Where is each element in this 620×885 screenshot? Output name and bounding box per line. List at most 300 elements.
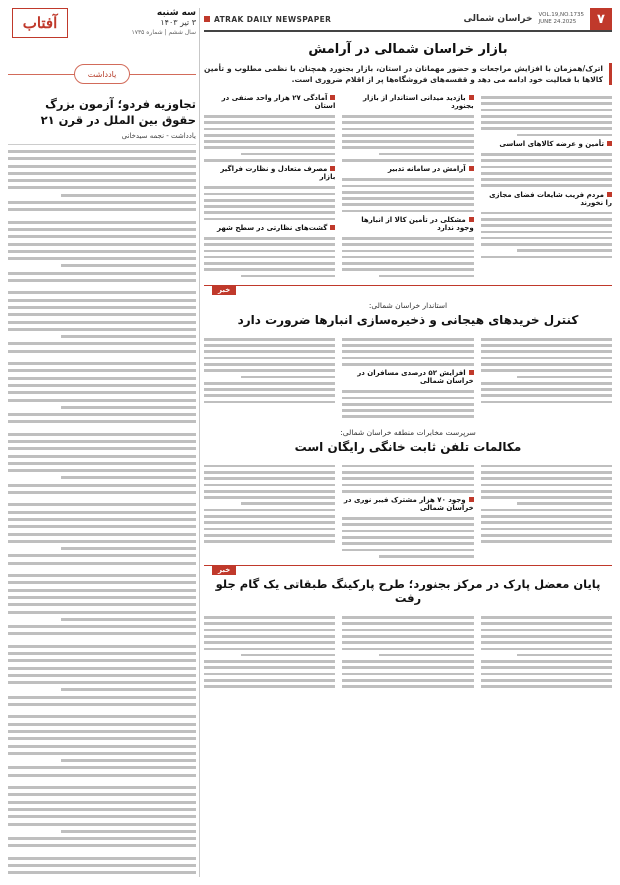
text-line [8,793,196,796]
text-line [8,667,196,670]
text-line [342,344,473,347]
text-line [8,815,196,818]
text-line [204,648,335,651]
body-text [204,338,335,404]
body-text [481,212,612,259]
text-line [204,121,335,124]
story3-col [342,460,473,561]
text-line [379,555,474,558]
story1-subhead [481,140,612,148]
text-line [481,388,612,391]
subhead-text: آمادگی ۲۷ هزار واحد صنفی در استان [221,94,336,110]
text-line [481,660,612,663]
text-line [342,115,473,118]
text-line [204,635,335,638]
text-line [342,679,473,682]
text-line [342,350,473,353]
story1-subhead [342,216,473,232]
news-tag: خبر [212,565,236,575]
text-line [342,616,473,619]
text-line [204,382,335,385]
text-line [8,837,196,840]
story4-col [481,611,612,691]
text-line [8,440,196,443]
text-line [8,350,196,353]
opinion-author: یادداشت - نجمه سیدخانی [8,132,196,145]
text-line [481,382,612,385]
subhead-text: مصرف متعادل و نظارت فراگیر بازار [220,165,336,182]
text-line [342,685,473,688]
text-line [204,528,335,531]
text-line [8,172,196,175]
story1-headline: بازار خراسان شمالی در آرامش [308,42,508,57]
text-line [204,243,335,246]
text-line [379,275,474,278]
text-line [241,502,336,505]
text-line [8,581,196,584]
text-line [8,342,196,345]
story3-subhead [342,496,473,512]
text-line [8,313,196,316]
body-text [342,178,473,212]
text-line [61,830,196,833]
text-line [204,477,335,480]
text-line [204,465,335,468]
text-line [8,469,196,472]
story3-headline: مکالمات تلفن ثابت خانگی رایگان است [294,439,522,454]
subhead-text: بازدید میدانی استاندار از بازار بجنورد [363,94,474,110]
text-line [8,484,196,487]
newspaper-logo [12,8,68,38]
text-line [8,857,196,860]
issue-date-line: JUNE 24.2025 [538,19,577,25]
text-line [342,484,473,487]
text-line [481,231,612,234]
story1-subhead [342,165,473,173]
text-line [8,306,196,309]
text-line [8,321,196,324]
text-line [342,159,473,162]
text-line [342,363,473,366]
text-line [204,159,335,162]
story1-subhead [204,165,335,181]
news-tag-bar [204,565,612,575]
body-text [204,616,335,688]
text-line [342,338,473,341]
text-line [481,534,612,537]
text-line [204,350,335,353]
text-line [481,127,612,130]
bullet-icon [330,95,335,100]
bullet-icon [607,141,612,146]
story2-col [204,333,335,422]
story2-kicker: استاندار خراسان شمالی: [368,300,448,310]
text-line [342,262,473,265]
story2-subhead [342,369,473,385]
text-line [342,203,473,206]
story3-kicker: سرپرست مخابرات منطقه خراسان شمالی: [340,427,476,437]
text-line [8,562,196,565]
text-line [204,146,335,149]
text-line [204,471,335,474]
story1-lead: اترک/همزمان با افزایش مراجعات و حضور مهمانان در استان، بازار بجنورد همچنان با نظمی مطلوب و تأمین کالاها با فعالیت خود ادامه می دهد و قفسه‌های فروشگاه‌ها پر از اقلام ضروری است. [204,63,612,85]
text-line [481,212,612,215]
text-line [8,235,196,238]
text-line [342,490,473,493]
story1-columns [204,91,612,281]
text-line [8,447,196,450]
text-line [481,224,612,227]
text-line [204,496,335,499]
text-line [481,115,612,118]
text-line [481,369,612,372]
text-line [204,199,335,202]
red-square-icon [204,16,210,22]
story1-col-right [481,91,612,281]
text-line [8,645,196,648]
text-line [481,679,612,682]
subhead-text: مشکلی در تأمین کالا از انبارها وجود ندارد [361,215,474,232]
text-line [342,542,473,545]
date-block [132,8,197,38]
text-line [481,465,612,468]
text-line [8,625,196,628]
text-line [8,503,196,506]
text-line [8,243,196,246]
text-line [8,730,196,733]
text-line [61,547,196,550]
text-line [8,808,196,811]
text-line [8,681,196,684]
text-line [481,648,612,651]
text-line [204,186,335,189]
text-line [204,515,335,518]
text-line [342,403,473,406]
story4-col [342,611,473,691]
text-line [481,528,612,531]
text-line [204,629,335,632]
text-line [342,641,473,644]
main-content [204,8,612,877]
text-line [481,172,612,175]
text-line [8,864,196,867]
opinion-title: تجاوزیه فردو؛ آزمون بزرگ حقوق بین الملل در قرن ۲۱ [40,97,196,127]
body-text [481,465,612,543]
text-line [204,666,335,669]
text-line [8,715,196,718]
text-line [204,622,335,625]
subhead-text: گشت‌های نظارتی در سطح شهر [217,223,328,232]
text-line [8,801,196,804]
subhead-text: مردم فریب شایعات فضای مجازی را نخورند [489,190,612,207]
text-line [481,635,612,638]
story2-col [342,333,473,422]
text-line [204,211,335,214]
story1-subhead [204,224,335,232]
body-text [342,517,473,557]
text-line [8,518,196,521]
text-line [342,635,473,638]
text-line [8,596,196,599]
text-line [241,275,336,278]
text-line [481,218,612,221]
page-number: ۷ [590,8,612,30]
text-line [8,737,196,740]
text-line [8,279,196,282]
text-line [481,515,612,518]
text-line [204,388,335,391]
body-text [342,465,473,493]
text-line [342,660,473,663]
text-line [481,471,612,474]
text-line [204,521,335,524]
body-text [342,338,473,366]
text-line [342,140,473,143]
text-line [8,272,196,275]
bullet-icon [469,166,474,171]
text-line [342,648,473,651]
body-text [342,390,473,418]
text-line [342,210,473,213]
text-line [481,121,612,124]
text-line [8,745,196,748]
text-line [204,262,335,265]
text-line [8,455,196,458]
text-line [204,250,335,253]
text-line [342,409,473,412]
text-line [517,249,612,252]
text-line [204,363,335,366]
text-line [8,533,196,536]
text-line [241,376,336,379]
text-line [204,218,335,221]
bullet-icon [330,225,335,230]
text-line [8,328,196,331]
text-line [342,415,473,418]
story2-col [481,333,612,422]
subhead-text: وجود ۷۰ هزار مشترک فیبر نوری در خراسان شمالی [343,496,474,513]
opinion-badge: یادداشت [74,64,130,84]
text-line [481,685,612,688]
body-text [204,115,335,162]
body-text [204,186,335,220]
text-line [481,166,612,169]
issue-line: سال ششم | شماره ۱۷۳۵ [131,29,196,36]
text-line [8,165,196,168]
text-line [481,102,612,105]
text-line [204,128,335,131]
text-line [481,363,612,366]
text-line [8,257,196,260]
text-line [379,153,474,156]
text-line [8,871,196,874]
story1-col-left [204,91,335,281]
text-line [481,184,612,187]
story1-subhead [204,94,335,110]
text-line [8,420,196,423]
body-text [342,237,473,277]
text-line [8,291,196,294]
story3-col [481,460,612,561]
text-line [481,96,612,99]
text-line [342,237,473,240]
text-line [8,491,196,494]
text-line [481,540,612,543]
bullet-icon [607,192,612,197]
text-line [8,525,196,528]
text-line [8,723,196,726]
text-line [342,523,473,526]
text-line [241,654,336,657]
text-line [61,264,196,267]
text-line [8,652,196,655]
text-line [379,654,474,657]
text-line [8,844,196,847]
text-line [8,511,196,514]
text-line [342,673,473,676]
body-text [204,465,335,543]
text-line [8,611,196,614]
story1-subhead [342,94,473,110]
text-line [8,554,196,557]
text-line [8,589,196,592]
text-line [8,696,196,699]
text-line [342,256,473,259]
subhead-text: افزایش ۵۲ درصدی مسافران در خراسان شمالی [357,369,474,386]
paper-name: ATRAK DAILY NEWSPAPER [214,14,332,24]
text-line [61,618,196,621]
text-line [61,406,196,409]
text-line [204,338,335,341]
story3-col [204,460,335,561]
news-tag: خبر [212,285,236,295]
text-line [204,540,335,543]
text-line [204,490,335,493]
text-line [8,157,196,160]
text-line [8,766,196,769]
text-line [204,205,335,208]
logo-text: آفتاب [22,14,58,32]
text-line [342,629,473,632]
volume-info [538,12,584,26]
column-separator [199,8,200,877]
text-line [481,401,612,404]
text-line [8,228,196,231]
text-line [61,335,196,338]
text-line [342,191,473,194]
text-line [342,357,473,360]
text-line [481,490,612,493]
subhead-text: تأمین و عرضه کالاهای اساسی [499,139,604,148]
story4-columns [204,611,612,691]
text-line [481,344,612,347]
text-line [517,502,612,505]
text-line [204,140,335,143]
text-line [204,401,335,404]
text-line [204,394,335,397]
text-line [8,413,196,416]
text-line [204,484,335,487]
text-line [342,178,473,181]
text-line [481,496,612,499]
masthead [8,8,196,58]
text-line [61,759,196,762]
text-line [8,540,196,543]
text-line [342,134,473,137]
section-name: خراسان شمالی [463,14,533,24]
text-line [342,517,473,520]
text-line [8,433,196,436]
text-line [204,256,335,259]
text-line [342,536,473,539]
text-line [481,350,612,353]
bullet-icon [330,166,335,171]
text-line [481,256,612,259]
text-line [481,673,612,676]
text-line [241,153,336,156]
text-line [8,774,196,777]
body-text [481,153,612,187]
text-line [342,146,473,149]
text-line [8,384,196,387]
text-line [204,369,335,372]
text-line [481,178,612,181]
story2-headline: کنترل خریدهای هیجانی و ذخیره‌سازی انبارها ضرورت دارد [237,312,579,327]
text-line [481,357,612,360]
text-line [8,391,196,394]
text-line [8,703,196,706]
text-line [481,237,612,240]
story3-columns [204,460,612,561]
text-line [8,250,196,253]
weekday: سه شنبه [156,8,196,18]
text-line [342,185,473,188]
text-line [481,338,612,341]
volume-line: VOL.19,NO.1735 [538,12,584,18]
text-line [8,823,196,826]
text-line [342,465,473,468]
text-line [481,622,612,625]
text-line [61,194,196,197]
text-line [342,530,473,533]
text-line [204,673,335,676]
header-left [204,15,331,24]
text-line [8,462,196,465]
text-line [342,243,473,246]
text-line [481,153,612,156]
text-line [8,399,196,402]
text-line [8,377,196,380]
bullet-icon [469,95,474,100]
text-line [481,629,612,632]
text-line [8,362,196,365]
text-line [481,109,612,112]
text-line [204,534,335,537]
text-line [342,397,473,400]
text-line [342,128,473,131]
story1-subhead [481,191,612,207]
text-line [481,521,612,524]
text-line [342,471,473,474]
body-text [342,616,473,688]
text-line [204,509,335,512]
text-line [204,344,335,347]
text-line [8,752,196,755]
text-line [8,632,196,635]
opinion-divider [8,62,196,88]
text-line [8,201,196,204]
bullet-icon [469,370,474,375]
